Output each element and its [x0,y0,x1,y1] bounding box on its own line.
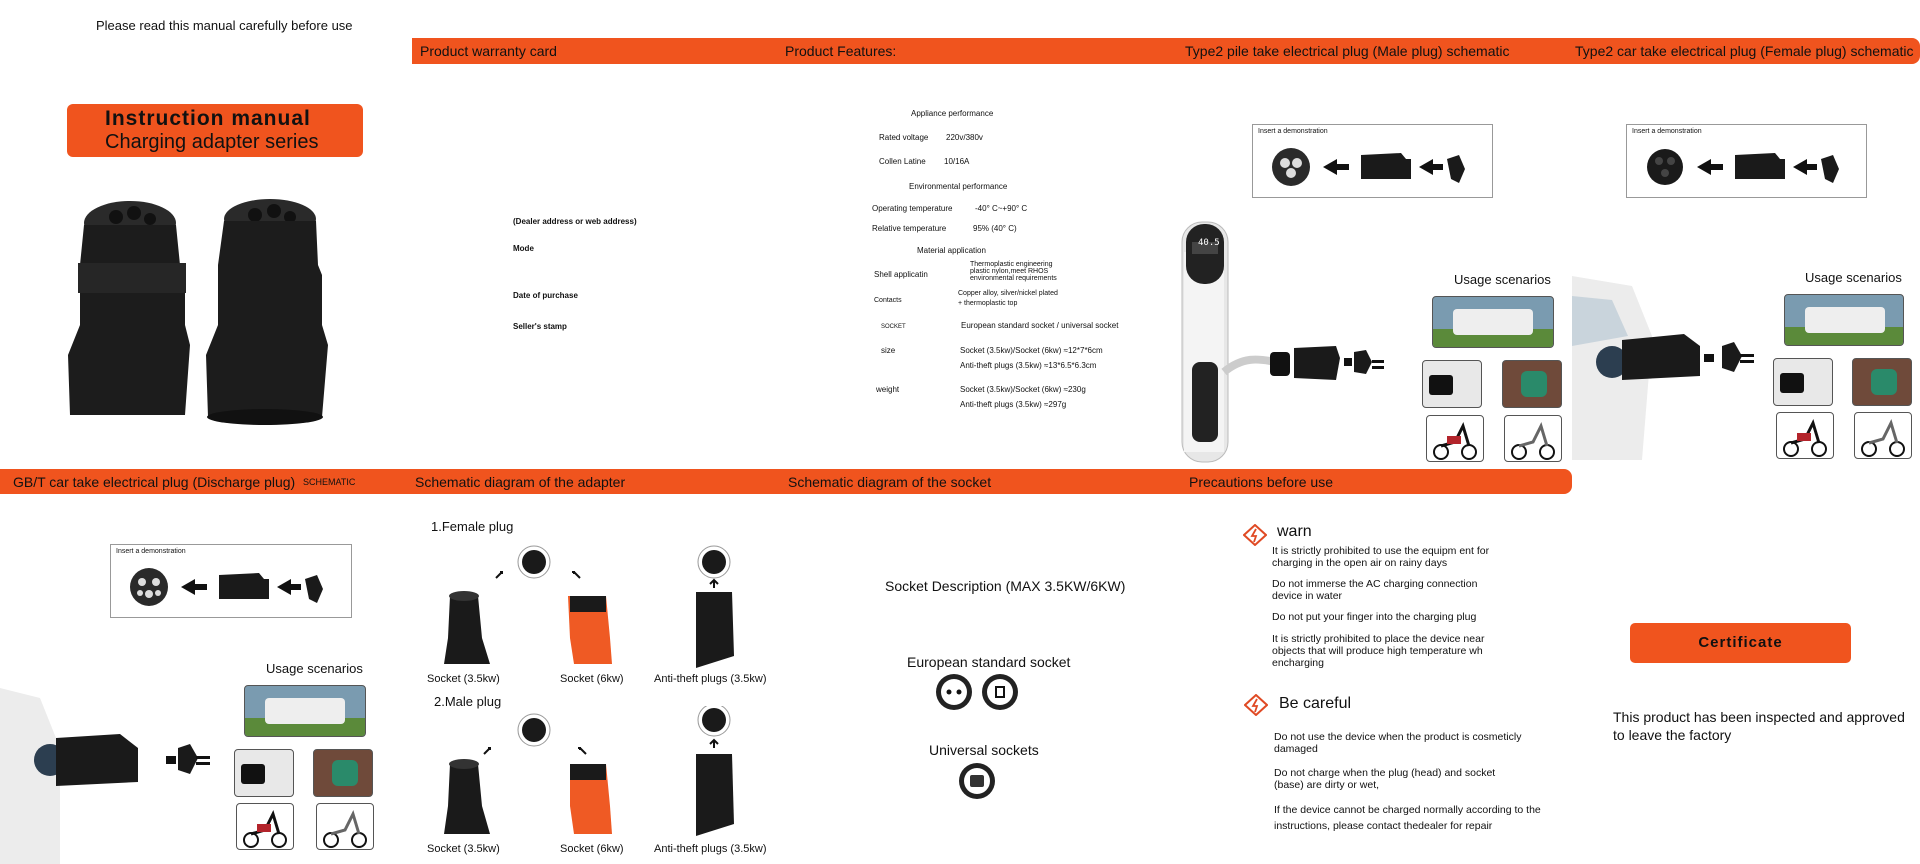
warranty-mode: Mode [513,244,534,253]
caption-male-socket-6: Socket (6kw) [560,843,624,855]
careful-item-2: Do not charge when the plug (head) and socket (base) are dirty or wet, [1274,767,1496,791]
certificate-text: This product has been inspected and approved to leave the factory [1613,709,1905,743]
caption-female-socket-35: Socket (3.5kw) [427,673,500,685]
warn-icon [1243,524,1267,546]
socket-universal-label: Universal sockets [929,742,1039,758]
adapter-female-diagram [420,538,780,678]
band-precautions: Precautions before use [1189,474,1333,490]
gbt-usage-plug-thumb [313,749,373,797]
warn-item-2: Do not immerse the AC charging connection device in water [1272,578,1478,602]
careful-item-1: Do not use the device when the product is cosmeticly damaged [1274,731,1522,755]
adapter-male-heading: 2.Male plug [434,694,502,709]
adapter-female-heading: 1.Female plug [431,519,514,534]
band-gbt: GB/T car take electrical plug (Discharge plug) [13,474,296,490]
band-features: Product Features: [785,43,897,59]
charger-display: 40.5 [1198,238,1220,248]
features-rated-voltage-value: 220v/380v [946,133,983,142]
female-usage-plug-thumb [1852,358,1912,406]
band-warranty: Product warranty card [420,43,557,59]
features-socket-value: European standard socket / universal socket [961,321,1119,330]
female-usage-car-thumb [1773,358,1833,406]
features-rel-temp-value: 95% (40° C) [973,224,1017,233]
gbt-demo-label: Insert a demonstration [116,548,186,555]
male-demo-frame [1252,124,1493,198]
careful-item-3: If the device cannot be charged normally according to the instructions, please contact thedealer for repair [1274,804,1541,832]
male-usage-label: Usage scenarios [1454,272,1551,287]
gbt-car-photo [0,678,216,864]
careful-icon [1244,694,1268,716]
female-usage-label: Usage scenarios [1805,270,1902,285]
top-band [412,38,1920,64]
features-contacts-value-2: + thermoplastic top [958,300,1018,307]
gbt-demo-frame [110,544,352,618]
caption-male-socket-35: Socket (3.5kw) [427,843,500,855]
warn-item-3: Do not put your finger into the charging plug [1272,611,1477,623]
features-rated-voltage-label: Rated voltage [879,133,929,142]
certificate-box [1630,623,1851,663]
european-socket-icons [934,672,1024,712]
gbt-usage-scooter-red-thumb [236,803,294,850]
female-usage-scooter-white-thumb [1854,412,1912,459]
cover-title: Instruction manual [105,107,311,130]
features-contacts-label: Contacts [874,297,902,304]
features-size-value-2: Anti-theft plugs (3.5kw) ≈13*6.5*6.3cm [960,361,1097,370]
cover-subtitle: Charging adapter series [105,131,319,153]
bottom-band [0,469,1572,494]
features-weight-value-1: Socket (3.5kw)/Socket (6kw) ≈230g [960,385,1086,394]
warranty-date: Date of purchase [513,291,578,300]
male-demo-diagram [1271,145,1471,189]
features-collen-label: Collen Latine [879,157,926,166]
female-demo-frame [1626,124,1867,198]
gbt-usage-rv-thumb [244,685,366,737]
features-material-heading: Material application [917,246,986,255]
features-weight-value-2: Anti-theft plugs (3.5kw) ≈297g [960,400,1067,409]
female-demo-diagram [1645,145,1845,189]
band-socket: Schematic diagram of the socket [788,474,992,490]
gbt-usage-scooter-white-thumb [316,803,374,850]
careful-title: Be careful [1279,695,1352,712]
cover-title-box [67,104,363,157]
features-contacts-value-1: Copper alloy, silver/nickel plated [958,290,1058,297]
gbt-demo-diagram [129,565,329,609]
male-usage-plug-thumb [1502,360,1562,408]
female-usage-rv-thumb [1784,294,1904,346]
warranty-dealer: (Dealer address or web address) [513,217,637,226]
features-env-heading: Environmental performance [909,182,1008,191]
header-note: Please read this manual carefully before use [96,18,353,33]
male-usage-scooter-red-thumb [1426,415,1484,462]
features-appliance-heading: Appliance performance [911,109,994,118]
features-shell-value-2: plastic nylon,meet RHOS [970,268,1049,275]
caption-female-antitheft: Anti-theft plugs (3.5kw) [654,673,767,685]
female-demo-label: Insert a demonstration [1632,128,1702,135]
features-op-temp-value: -40° C~+90° C [975,204,1028,213]
socket-description: Socket Description (MAX 3.5KW/6KW) [885,578,1126,594]
features-shell-label: Shell applicatin [874,270,928,279]
caption-female-socket-6: Socket (6kw) [560,673,624,685]
warn-item-1: It is strictly prohibited to use the equipm ent for charging in the open air on rainy days [1272,545,1490,569]
gbt-usage-label: Usage scenarios [266,661,363,676]
features-shell-value-3: environmental requirements [970,275,1057,282]
male-usage-rv-thumb [1432,296,1554,348]
female-car-photo [1572,276,1768,460]
certificate-label: Certificate [1698,634,1783,651]
warn-title: warn [1277,523,1312,540]
charging-station-photo [1168,212,1408,466]
features-size-label: size [881,346,896,355]
features-weight-label: weight [876,385,900,394]
gbt-usage-car-thumb [234,749,294,797]
features-size-value-1: Socket (3.5kw)/Socket (6kw) ≈12*7*6cm [960,346,1103,355]
band-type2-male: Type2 pile take electrical plug (Male plug) schematic [1185,43,1510,59]
male-usage-scooter-white-thumb [1504,415,1562,462]
warn-item-4: It is strictly prohibited to place the device near objects that will produce high temperature wh encharging [1272,633,1485,669]
female-usage-scooter-red-thumb [1776,412,1834,459]
male-demo-label: Insert a demonstration [1258,128,1328,135]
male-usage-car-thumb [1422,360,1482,408]
band-adapter: Schematic diagram of the adapter [415,474,626,490]
features-rel-temp-label: Relative temperature [872,224,947,233]
band-gbt-suffix: SCHEMATIC [303,477,356,487]
features-collen-value: 10/16A [944,157,970,166]
cover-adapter-photo [60,195,345,430]
universal-socket-icon [957,761,997,801]
features-shell-value-1: Thermoplastic engineering [970,261,1053,268]
adapter-male-diagram [420,706,780,842]
band-type2-female: Type2 car take electrical plug (Female plug) schematic [1575,43,1914,59]
caption-male-antitheft: Anti-theft plugs (3.5kw) [654,843,767,855]
warranty-stamp: Seller's stamp [513,322,567,331]
features-op-temp-label: Operating temperature [872,204,953,213]
socket-european-label: European standard socket [907,654,1071,670]
features-socket-label: SOCKET [881,324,906,330]
